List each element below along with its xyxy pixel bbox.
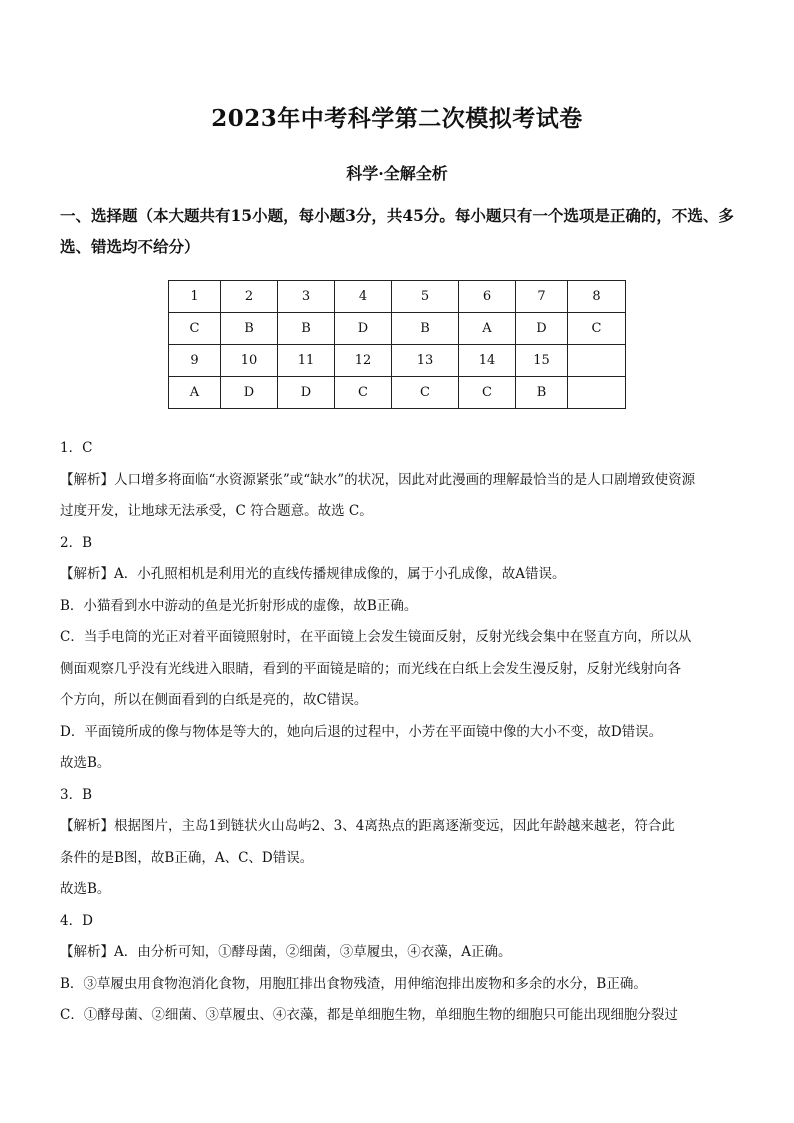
table-row [169,313,626,345]
table-cell: D [278,377,335,409]
table-cell: 12 [335,345,392,377]
table-cell: 10 [221,345,278,377]
table-cell: 8 [568,281,626,313]
table-cell: C [335,377,392,409]
text-line: 【解析】A．由分析可知，①酵母菌，②细菌，③草履虫，④衣藻，A正确。 [60,944,512,960]
text-line: C．当手电筒的光正对着平面镜照射时，在平面镜上会发生镜面反射，反射光线会集中在竖直方向，所以从 [60,629,692,645]
table-cell: 2 [221,281,278,313]
table-cell: B [278,313,335,345]
text-line: B．小猫看到水中游动的鱼是光折射形成的虚像，故B正确。 [60,597,418,614]
answer-table [168,280,626,409]
text-line: 3．B [60,786,93,803]
text-line: D．平面镜所成的像与物体是等大的，她向后退的过程中，小芳在平面镜中像的大小不变，故D错误。 [60,723,663,740]
section-heading: 一、选择题（本大题共有15小题，每小题3分，共45分。每小题只有一个选项是正确的，不选、多选、错选均不给分） [60,206,734,256]
text-line: 侧面观察几乎没有光线进入眼睛，看到的平面镜是暗的；而光线在白纸上会发生漫反射，反射光线射向各 [60,660,681,677]
table-cell: B [392,313,459,345]
solution-text [60,433,740,1032]
text-line: 1．C [60,440,93,456]
table-cell: B [221,313,278,345]
table-cell: 14 [459,345,516,377]
table-cell: 7 [516,281,568,313]
table-row [169,377,626,409]
text-line: 过度开发，让地球无法承受，C 符合题意。故选 C。 [60,503,373,519]
table-row [169,281,626,313]
table-cell: 15 [516,345,568,377]
text-line: B．③草履虫用食物泡消化食物，用胞肛排出食物残渣，用伸缩泡排出废物和多余的水分，B正确。 [60,975,647,992]
table-cell: D [221,377,278,409]
table-cell: 4 [335,281,392,313]
table-cell [568,377,626,409]
table-cell: C [459,377,516,409]
table-cell: C [568,313,626,345]
table-cell: D [516,313,568,345]
table-cell: C [392,377,459,409]
text-line: 2．B [60,534,93,551]
text-line: 故选B。 [60,755,111,771]
text-line: 条件的是B图，故B正确，A、C、D错误。 [60,849,314,866]
table-cell: A [169,377,221,409]
text-line: C．①酵母菌、②细菌、③草履虫、④衣藻，都是单细胞生物，单细胞生物的细胞只可能出现细胞分裂过 [60,1007,678,1023]
table-cell: C [169,313,221,345]
table-cell: D [335,313,392,345]
text-line: 【解析】根据图片，主岛1到链状火山岛屿2、3、4离热点的距离逐渐变远，因此年龄越来越老，符合此 [60,818,675,834]
text-line: 4．D [60,912,93,929]
page-title: 2023年中考科学第二次模拟考试卷 [211,105,583,132]
table-cell: 6 [459,281,516,313]
table-cell: A [459,313,516,345]
text-line: 【解析】A．小孔照相机是利用光的直线传播规律成像的，属于小孔成像，故A错误。 [60,566,566,582]
text-line: 个方向，所以在侧面看到的白纸是亮的，故C错误。 [60,692,368,708]
text-line: 故选B。 [60,881,111,897]
table-cell: 3 [278,281,335,313]
text-line: 【解析】人口增多将面临“水资源紧张”或“缺水”的状况，因此对此漫画的理解最恰当的是人口剧增致使资源 [60,471,696,488]
table-cell: 13 [392,345,459,377]
table-cell: B [516,377,568,409]
table-cell: 9 [169,345,221,377]
table-cell: 11 [278,345,335,377]
table-cell [568,345,626,377]
table-cell: 5 [392,281,459,313]
page-subtitle: 科学·全解全析 [346,164,448,183]
table-row [169,345,626,377]
table-cell: 1 [169,281,221,313]
